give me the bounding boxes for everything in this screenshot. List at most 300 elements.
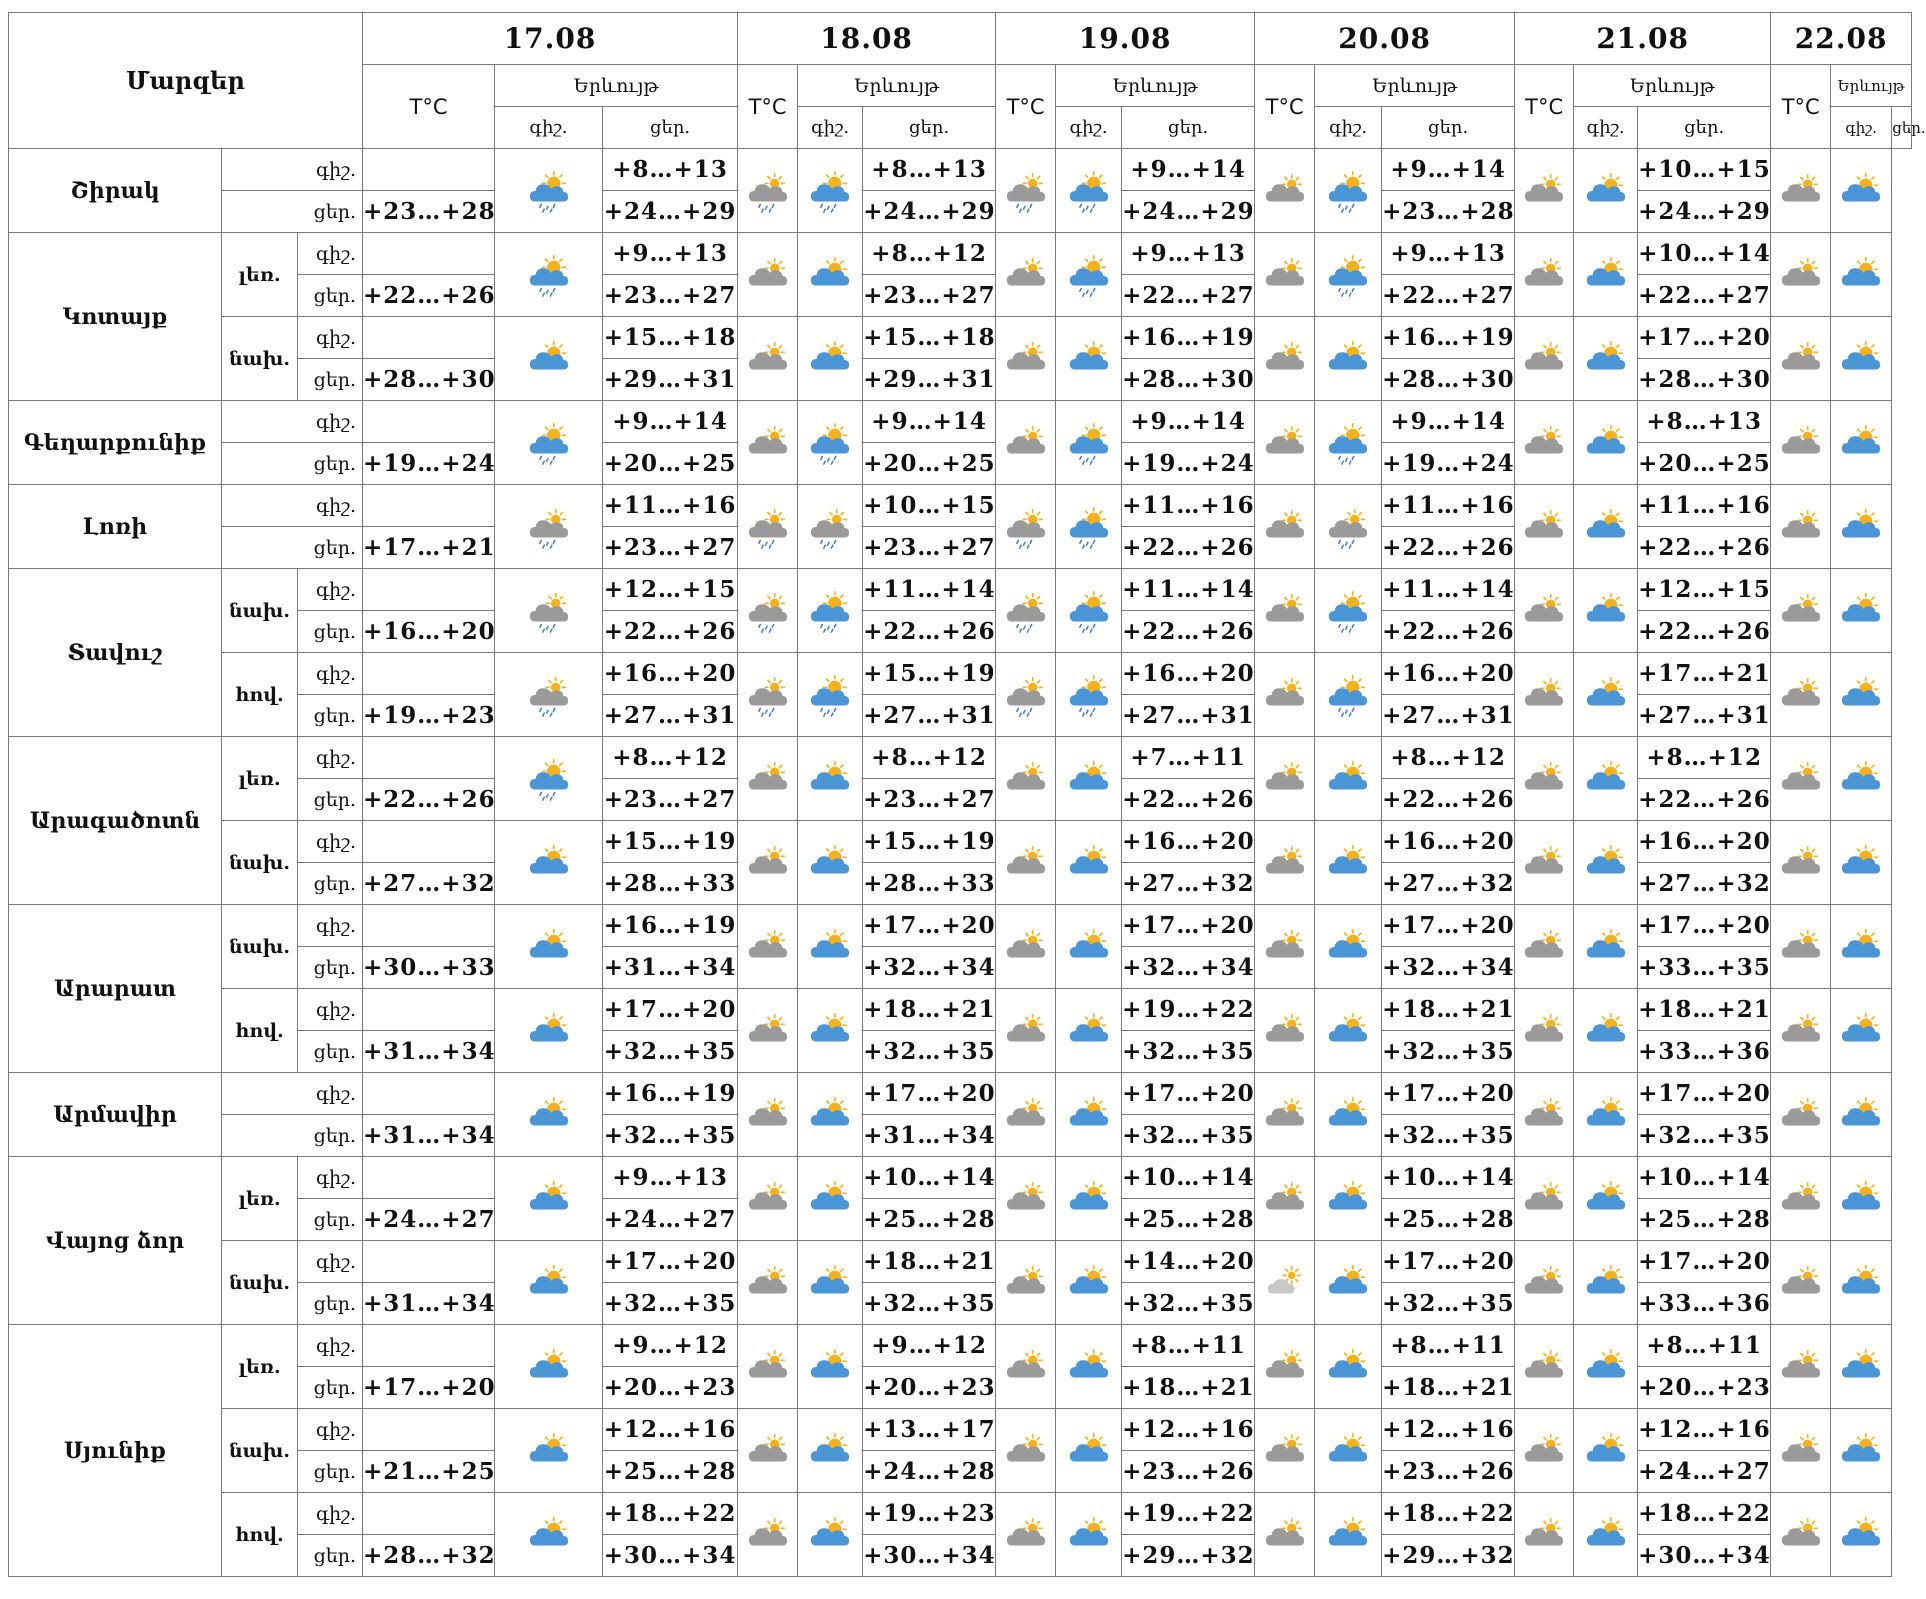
- night-temp: +18…+21: [1382, 989, 1515, 1031]
- sun-rain-icon: [798, 401, 863, 485]
- sun-cloud-icon: [1831, 905, 1892, 989]
- night-temp: +17…+20: [1638, 1241, 1771, 1283]
- sun-cloud-icon: [1831, 1073, 1892, 1157]
- day-temp: +19…+24: [363, 443, 495, 485]
- sun-cloud-icon: [1315, 1241, 1382, 1325]
- region-name: Կոտայք: [9, 233, 222, 401]
- cloud-sun-icon: [1515, 989, 1574, 1073]
- temp-header: T°C: [996, 65, 1056, 149]
- day-temp: +20…+23: [1638, 1367, 1771, 1409]
- region-name: Վայոց ձոր: [9, 1157, 222, 1325]
- day-temp: +31…+34: [363, 1031, 495, 1073]
- day-header: ցեր.: [863, 107, 996, 149]
- cloud-sun-icon: [1771, 1157, 1831, 1241]
- day-temp: +24…+27: [363, 1199, 495, 1241]
- night-temp: +17…+20: [1122, 1073, 1255, 1115]
- sun-cloud-icon: [1831, 401, 1892, 485]
- night-temp: [363, 905, 495, 947]
- sun-rain-icon: [798, 149, 863, 233]
- cloud-sun-icon: [1771, 1241, 1831, 1325]
- cloud-sun-icon: [738, 737, 798, 821]
- night-temp: +7…+11: [1122, 737, 1255, 779]
- zone-label: լեռ.: [222, 737, 298, 821]
- night-temp: +9…+13: [603, 1157, 738, 1199]
- sun-cloud-icon: [1056, 1073, 1122, 1157]
- day-temp: +25…+28: [1638, 1199, 1771, 1241]
- night-temp: +8…+11: [1382, 1325, 1515, 1367]
- day-temp: +23…+26: [1122, 1451, 1255, 1493]
- temp-header: T°C: [1515, 65, 1574, 149]
- sun-cloud-icon: [1574, 653, 1638, 737]
- sun-cloud-icon: [1574, 1325, 1638, 1409]
- night-temp: +14…+20: [1122, 1241, 1255, 1283]
- day-temp: +20…+25: [1638, 443, 1771, 485]
- sun-cloud-icon: [495, 317, 603, 401]
- table-row: [9, 989, 1912, 1031]
- cloud-rain-icon: [495, 485, 603, 569]
- day-temp: +16…+20: [363, 611, 495, 653]
- day-temp: +27…+32: [1122, 863, 1255, 905]
- cloud-sun-icon: [1515, 1157, 1574, 1241]
- cloud-sun-icon: [1255, 485, 1315, 569]
- table-row: [9, 1325, 1912, 1367]
- day-temp: +23…+27: [863, 275, 996, 317]
- cloud-sun-icon: [1255, 1157, 1315, 1241]
- sun-cloud-icon: [1574, 149, 1638, 233]
- sun-cloud-icon: [1574, 1073, 1638, 1157]
- day-temp: +22…+27: [1638, 275, 1771, 317]
- night-label: գիշ.: [298, 1157, 363, 1199]
- cloud-sun-icon: [1515, 233, 1574, 317]
- day-temp: +24…+27: [1638, 1451, 1771, 1493]
- sun-cloud-icon: [798, 821, 863, 905]
- cloud-rain-icon: [996, 653, 1056, 737]
- sun-cloud-icon: [1056, 989, 1122, 1073]
- table-row: [9, 1073, 1912, 1115]
- sun-cloud-icon: [1574, 1241, 1638, 1325]
- night-temp: +17…+20: [1382, 905, 1515, 947]
- sun-cloud-icon: [1315, 737, 1382, 821]
- cloud-sun-icon: [1515, 737, 1574, 821]
- cloud-sun-icon: [996, 1409, 1056, 1493]
- zone-label: նախ.: [222, 1241, 298, 1325]
- sun-cloud-icon: [1831, 989, 1892, 1073]
- cloud-sun-icon: [1515, 401, 1574, 485]
- day-temp: +28…+30: [1638, 359, 1771, 401]
- phenomenon-header: Երևույթ: [1831, 65, 1912, 107]
- day-temp: +27…+32: [1638, 863, 1771, 905]
- table-row: [9, 1493, 1912, 1535]
- cloud-sun-icon: [1771, 233, 1831, 317]
- zone-label: նախ.: [222, 905, 298, 989]
- cloud-sun-icon: [1515, 653, 1574, 737]
- cloud-sun-icon: [1515, 1241, 1574, 1325]
- cloud-sun-icon: [1255, 737, 1315, 821]
- night-temp: +8…+12: [863, 233, 996, 275]
- table-row: [9, 149, 1912, 191]
- sun-cloud-icon: [1831, 1241, 1892, 1325]
- zone-label: լեռ.: [222, 1325, 298, 1409]
- region-name: Սյունիք: [9, 1325, 222, 1577]
- table-row: [9, 233, 1912, 275]
- day-temp: +23…+27: [603, 275, 738, 317]
- sun-cloud-icon: [798, 989, 863, 1073]
- day-temp: +33…+36: [1638, 1031, 1771, 1073]
- night-temp: +16…+20: [1382, 821, 1515, 863]
- sun-rain-icon: [1056, 149, 1122, 233]
- day-temp: +27…+31: [1638, 695, 1771, 737]
- day-temp: +32…+35: [1638, 1115, 1771, 1157]
- night-temp: [363, 653, 495, 695]
- day-temp: +20…+23: [863, 1367, 996, 1409]
- sun-cloud-icon: [1315, 1073, 1382, 1157]
- sun-cloud-icon: [798, 1493, 863, 1577]
- night-temp: +18…+22: [1638, 1493, 1771, 1535]
- sun-rain-icon: [798, 569, 863, 653]
- day-header: ցեր.: [1382, 107, 1515, 149]
- cloud-sun-icon: [1515, 1073, 1574, 1157]
- night-temp: [363, 1073, 495, 1115]
- day-temp: +25…+28: [863, 1199, 996, 1241]
- night-temp: +16…+19: [603, 1073, 738, 1115]
- day-temp: +19…+23: [363, 695, 495, 737]
- night-temp: [363, 233, 495, 275]
- night-temp: +11…+14: [1382, 569, 1515, 611]
- cloud-sun-icon: [1255, 149, 1315, 233]
- day-temp: +24…+29: [1122, 191, 1255, 233]
- cloud-sun-icon: [738, 905, 798, 989]
- night-label: գիշ.: [222, 401, 363, 443]
- region-name: Արմավիր: [9, 1073, 222, 1157]
- day-temp: +32…+34: [1122, 947, 1255, 989]
- cloud-sun-icon: [996, 1241, 1056, 1325]
- temp-header: T°C: [1771, 65, 1831, 149]
- night-temp: [363, 737, 495, 779]
- day-temp: +29…+32: [1122, 1535, 1255, 1577]
- cloud-sun-icon: [1771, 905, 1831, 989]
- forecast-table-wrapper: [8, 12, 1926, 1577]
- cloud-sun-icon: [1515, 905, 1574, 989]
- sun-cloud-icon: [1315, 905, 1382, 989]
- table-row: [9, 1241, 1912, 1283]
- night-temp: +15…+19: [863, 653, 996, 695]
- sun-cloud-icon: [1056, 1157, 1122, 1241]
- day-temp: +25…+28: [1122, 1199, 1255, 1241]
- sun-rain-icon: [495, 233, 603, 317]
- zone-label: լեռ.: [222, 233, 298, 317]
- night-label: գիշ.: [222, 149, 363, 191]
- night-temp: +18…+21: [863, 989, 996, 1031]
- cloud-rain-icon: [798, 485, 863, 569]
- cloud-sun-icon: [1771, 1493, 1831, 1577]
- night-temp: +10…+14: [863, 1157, 996, 1199]
- day-temp: +22…+26: [1382, 611, 1515, 653]
- cloud-sun-icon: [1255, 317, 1315, 401]
- zone-label: հով.: [222, 653, 298, 737]
- night-label: գիշ.: [298, 1325, 363, 1367]
- day-temp: +29…+31: [603, 359, 738, 401]
- sun-cloud-icon: [495, 1325, 603, 1409]
- night-header: գիշ.: [495, 107, 603, 149]
- night-temp: +12…+16: [1382, 1409, 1515, 1451]
- night-temp: [363, 569, 495, 611]
- night-temp: +8…+12: [863, 737, 996, 779]
- day-temp: +20…+25: [863, 443, 996, 485]
- day-temp: +17…+21: [363, 527, 495, 569]
- night-temp: +8…+13: [1638, 401, 1771, 443]
- sun-cloud-icon: [1056, 1325, 1122, 1409]
- night-temp: +16…+19: [603, 905, 738, 947]
- day-temp: +31…+34: [363, 1115, 495, 1157]
- cloud-rain-icon: [495, 569, 603, 653]
- table-row: [9, 569, 1912, 611]
- night-label: գիշ.: [298, 737, 363, 779]
- night-temp: [363, 1241, 495, 1283]
- table-row: [9, 821, 1912, 863]
- sun-cloud-icon: [1574, 233, 1638, 317]
- day-temp: +33…+35: [1638, 947, 1771, 989]
- sun-cloud-icon: [1315, 1493, 1382, 1577]
- day-label: ցեր.: [298, 359, 363, 401]
- region-name: Լոռի: [9, 485, 222, 569]
- day-temp: +22…+26: [1382, 527, 1515, 569]
- day-temp: +22…+26: [1122, 611, 1255, 653]
- day-temp: +28…+30: [1122, 359, 1255, 401]
- night-temp: +16…+20: [1638, 821, 1771, 863]
- day-temp: +23…+27: [863, 779, 996, 821]
- sun-cloud-icon: [1315, 821, 1382, 905]
- night-temp: +17…+20: [1122, 905, 1255, 947]
- sun-rain-icon: [798, 653, 863, 737]
- table-row: [9, 1157, 1912, 1199]
- night-temp: +16…+20: [1382, 653, 1515, 695]
- night-temp: [363, 317, 495, 359]
- night-temp: +17…+20: [603, 989, 738, 1031]
- day-temp: +22…+26: [863, 611, 996, 653]
- day-temp: +29…+32: [1382, 1535, 1515, 1577]
- sun-cloud-icon: [495, 905, 603, 989]
- sun-cloud-icon: [1831, 569, 1892, 653]
- sun-cloud-icon: [1056, 1409, 1122, 1493]
- day-temp: +24…+28: [863, 1451, 996, 1493]
- night-temp: +8…+13: [603, 149, 738, 191]
- night-temp: +9…+13: [603, 233, 738, 275]
- sun-cloud-icon: [1315, 1157, 1382, 1241]
- sun-cloud-icon: [1574, 737, 1638, 821]
- night-temp: +8…+13: [863, 149, 996, 191]
- sun-cloud-icon: [495, 1157, 603, 1241]
- regions-header: Մարզեր: [9, 13, 363, 149]
- sun-cloud-icon: [798, 1073, 863, 1157]
- night-label: գիշ.: [298, 1409, 363, 1451]
- day-label: ցեր.: [298, 1199, 363, 1241]
- cloud-sun-icon: [996, 737, 1056, 821]
- table-row: [9, 317, 1912, 359]
- night-temp: +10…+15: [1638, 149, 1771, 191]
- day-label: ցեր.: [298, 863, 363, 905]
- table-row: [9, 485, 1912, 527]
- sun-rain-icon: [1315, 233, 1382, 317]
- day-label: ցեր.: [298, 779, 363, 821]
- day-label: ցեր.: [298, 1535, 363, 1577]
- cloud-sun-icon: [996, 1325, 1056, 1409]
- cloud-sun-icon: [738, 1157, 798, 1241]
- cloud-sun-icon: [996, 905, 1056, 989]
- night-temp: +17…+20: [863, 905, 996, 947]
- day-temp: +22…+26: [603, 611, 738, 653]
- day-temp: +28…+33: [603, 863, 738, 905]
- day-temp: +28…+30: [363, 359, 495, 401]
- cloud-sun-icon: [1771, 149, 1831, 233]
- sun-cloud-icon: [1056, 821, 1122, 905]
- sun-cloud-icon: [1574, 989, 1638, 1073]
- cloud-sun-icon: [738, 989, 798, 1073]
- day-label: ցեր.: [298, 1451, 363, 1493]
- sun-cloud-icon: [1831, 149, 1892, 233]
- day-temp: +19…+24: [1382, 443, 1515, 485]
- sun-cloud-icon: [495, 1241, 603, 1325]
- day-temp: +24…+27: [603, 1199, 738, 1241]
- cloud-sun-icon: [738, 1493, 798, 1577]
- cloud-sun-icon: [738, 233, 798, 317]
- sun-cloud-icon: [1574, 569, 1638, 653]
- sun-cloud-icon: [495, 989, 603, 1073]
- night-label: գիշ.: [298, 317, 363, 359]
- day-temp: +22…+26: [1122, 779, 1255, 821]
- cloud-sun-icon: [1771, 317, 1831, 401]
- cloud-sun-icon: [1771, 401, 1831, 485]
- sun-rain-icon: [1056, 485, 1122, 569]
- day-header: ցեր.: [1638, 107, 1771, 149]
- sun-cloud-icon: [1831, 737, 1892, 821]
- night-temp: [363, 1493, 495, 1535]
- night-header: գիշ.: [1056, 107, 1122, 149]
- day-temp: +22…+26: [1122, 527, 1255, 569]
- day-temp: +32…+34: [1382, 947, 1515, 989]
- date-header: 22.08: [1771, 13, 1912, 65]
- sun-cloud-icon: [495, 1493, 603, 1577]
- cloud-sun-icon: [1255, 401, 1315, 485]
- night-temp: +8…+12: [1382, 737, 1515, 779]
- night-temp: +8…+11: [1638, 1325, 1771, 1367]
- day-temp: +20…+23: [603, 1367, 738, 1409]
- day-temp: +27…+32: [1382, 863, 1515, 905]
- night-temp: +11…+14: [863, 569, 996, 611]
- cloud-sun-icon: [1255, 1073, 1315, 1157]
- temp-header: T°C: [738, 65, 798, 149]
- cloud-rain-icon: [738, 149, 798, 233]
- region-name: Շիրակ: [9, 149, 222, 233]
- day-temp: +30…+34: [863, 1535, 996, 1577]
- sun-cloud-icon: [495, 1073, 603, 1157]
- phenomenon-header: Երևույթ: [495, 65, 738, 107]
- sun-cloud-icon: [1574, 1157, 1638, 1241]
- cloud-sun-icon: [996, 1157, 1056, 1241]
- cloud-sun-icon: [996, 821, 1056, 905]
- night-temp: +13…+17: [863, 1409, 996, 1451]
- day-temp: +22…+27: [1382, 275, 1515, 317]
- night-temp: [363, 1157, 495, 1199]
- night-temp: [363, 149, 495, 191]
- night-label: գիշ.: [298, 653, 363, 695]
- day-temp: +32…+35: [1122, 1031, 1255, 1073]
- day-label: ցեր.: [298, 947, 363, 989]
- night-temp: [363, 1325, 495, 1367]
- day-label: ցեր.: [222, 443, 363, 485]
- night-temp: +17…+20: [1382, 1073, 1515, 1115]
- day-label: ցեր.: [298, 611, 363, 653]
- table-row: [9, 905, 1912, 947]
- day-temp: +32…+35: [1382, 1115, 1515, 1157]
- sun-cloud-icon: [1315, 1325, 1382, 1409]
- night-temp: +16…+19: [1382, 317, 1515, 359]
- sun-cloud-icon: [1056, 1493, 1122, 1577]
- day-temp: +22…+26: [1382, 779, 1515, 821]
- night-temp: [363, 401, 495, 443]
- day-temp: +23…+28: [363, 191, 495, 233]
- cloud-sun-icon: [1515, 1325, 1574, 1409]
- night-temp: [363, 821, 495, 863]
- sun-cloud-icon: [1056, 1241, 1122, 1325]
- date-header: 19.08: [996, 13, 1255, 65]
- night-temp: +8…+11: [1122, 1325, 1255, 1367]
- cloud-sun-icon: [1771, 1073, 1831, 1157]
- sun-cloud-icon: [1574, 317, 1638, 401]
- day-label: ցեր.: [222, 527, 363, 569]
- temp-header: T°C: [363, 65, 495, 149]
- cloud-sun-icon: [1515, 149, 1574, 233]
- day-header: ցեր.: [1122, 107, 1255, 149]
- partly-cloudy-icon: [1255, 1241, 1315, 1325]
- day-temp: +22…+26: [1638, 527, 1771, 569]
- day-label: ցեր.: [222, 191, 363, 233]
- cloud-sun-icon: [1771, 653, 1831, 737]
- day-temp: +22…+26: [1638, 779, 1771, 821]
- night-temp: +10…+14: [1122, 1157, 1255, 1199]
- day-temp: +24…+29: [1638, 191, 1771, 233]
- night-header: գիշ.: [798, 107, 863, 149]
- sun-cloud-icon: [1831, 233, 1892, 317]
- day-header: ցեր.: [1892, 107, 1912, 149]
- day-temp: +23…+27: [863, 527, 996, 569]
- day-label: ցեր.: [298, 1367, 363, 1409]
- day-temp: +27…+31: [1382, 695, 1515, 737]
- day-temp: +23…+28: [1382, 191, 1515, 233]
- night-temp: +9…+12: [863, 1325, 996, 1367]
- cloud-sun-icon: [1515, 569, 1574, 653]
- day-temp: +18…+21: [1122, 1367, 1255, 1409]
- cloud-sun-icon: [738, 1073, 798, 1157]
- sun-cloud-icon: [1315, 1409, 1382, 1493]
- cloud-sun-icon: [1255, 233, 1315, 317]
- night-label: գիշ.: [298, 1493, 363, 1535]
- cloud-sun-icon: [1255, 1409, 1315, 1493]
- day-temp: +23…+27: [603, 779, 738, 821]
- cloud-sun-icon: [996, 989, 1056, 1073]
- night-label: գիշ.: [298, 905, 363, 947]
- cloud-sun-icon: [1771, 485, 1831, 569]
- night-temp: +17…+20: [1638, 905, 1771, 947]
- day-temp: +31…+34: [603, 947, 738, 989]
- day-temp: +32…+35: [603, 1031, 738, 1073]
- day-temp: +27…+31: [863, 695, 996, 737]
- table-row: [9, 737, 1912, 779]
- day-temp: +29…+31: [863, 359, 996, 401]
- night-label: գիշ.: [298, 233, 363, 275]
- cloud-sun-icon: [1771, 569, 1831, 653]
- table-row: [9, 653, 1912, 695]
- table-row: [9, 1409, 1912, 1451]
